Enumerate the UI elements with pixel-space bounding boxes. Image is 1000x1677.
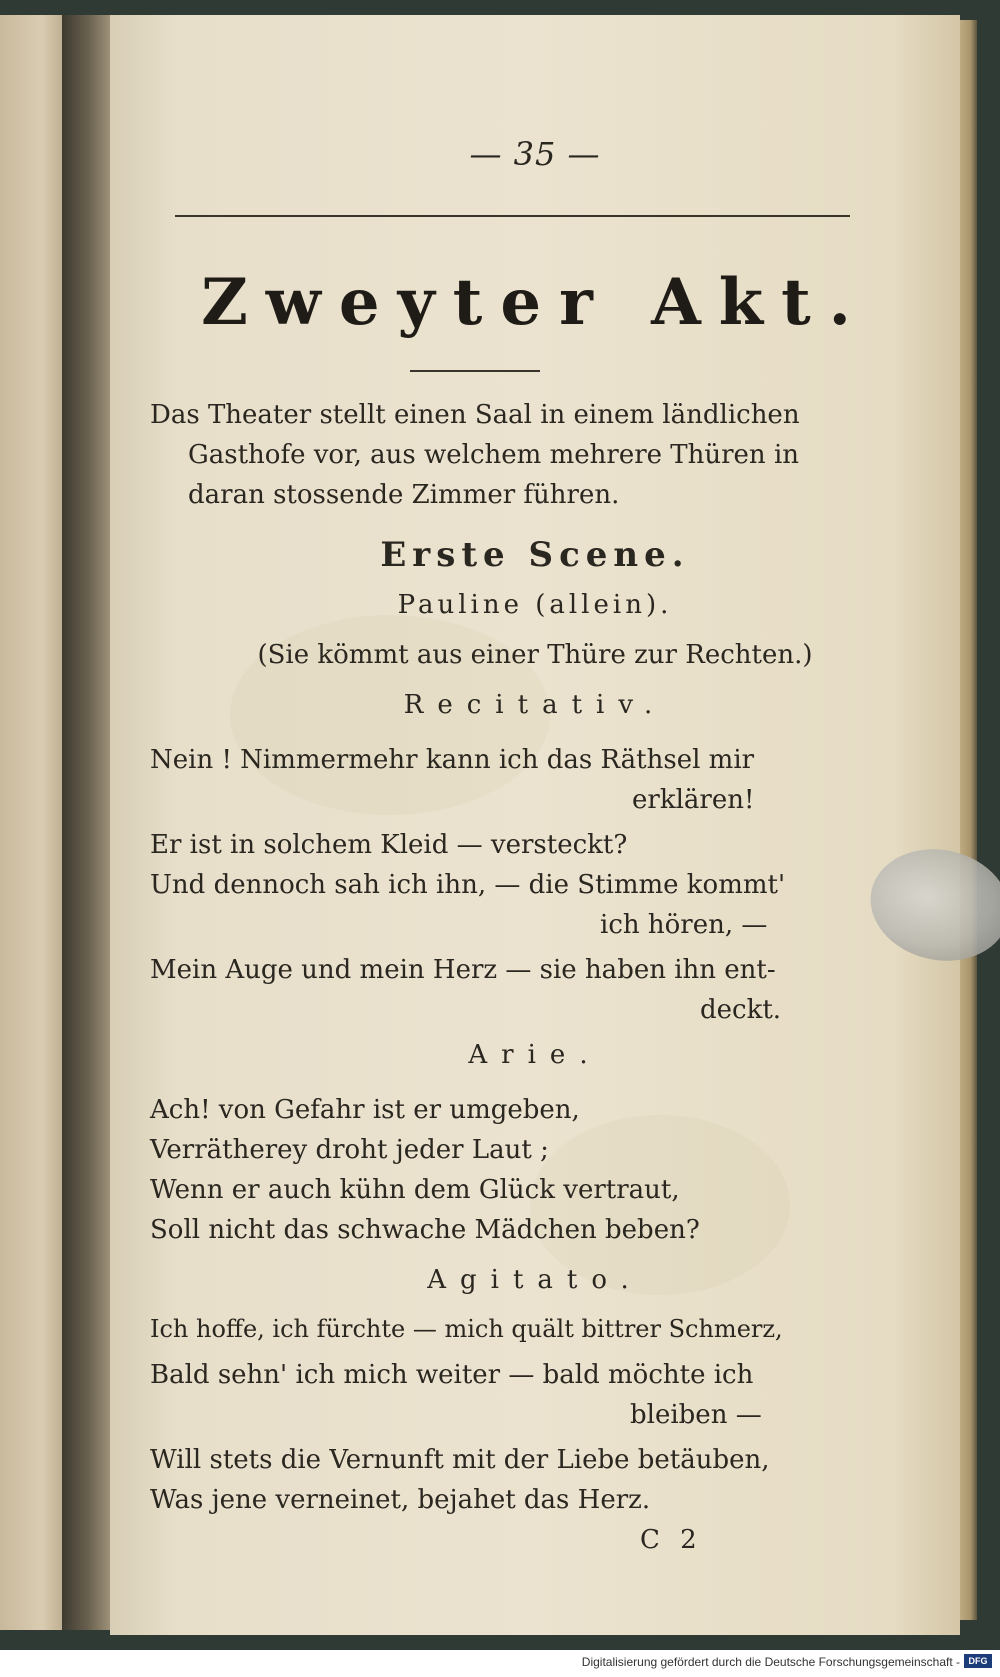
text-line: ich hören, — bbox=[600, 910, 768, 940]
page-number: — 35 — bbox=[469, 135, 601, 173]
section-heading-arie: Arie. bbox=[468, 1040, 602, 1070]
text-line: Ach! von Gefahr ist er umgeben, bbox=[150, 1095, 580, 1125]
text-line: erklären! bbox=[632, 785, 755, 815]
character-name: Pauline (allein). bbox=[397, 590, 673, 620]
text-line: Gasthofe vor, aus welchem mehrere Thüren in bbox=[188, 440, 799, 470]
text-line: Nein ! Nimmermehr kann ich das Räthsel mir bbox=[150, 745, 755, 775]
text-line: Verrätherey droht jeder Laut ; bbox=[150, 1135, 549, 1165]
text-line: Soll nicht das schwache Mädchen beben? bbox=[150, 1215, 700, 1245]
section-heading-agitato: Agitato. bbox=[427, 1265, 643, 1295]
entrance-direction: (Sie kömmt aus einer Thüre zur Rechten.) bbox=[257, 640, 813, 670]
text-line: Mein Auge und mein Herz — sie haben ihn ent- bbox=[150, 955, 776, 985]
header-rule bbox=[175, 215, 850, 217]
title-rule bbox=[410, 370, 540, 372]
section-heading-recitativ: Recitativ. bbox=[403, 690, 667, 720]
signature-mark: C 2 bbox=[640, 1525, 703, 1555]
scene-title: Erste Scene. bbox=[380, 535, 690, 575]
act-title: Zweyter Akt. bbox=[201, 265, 869, 340]
text-line: Ich hoffe, ich fürchte — mich quält bittrer Schmerz, bbox=[150, 1315, 783, 1343]
left-page-edge bbox=[0, 15, 70, 1630]
text-line: Und dennoch sah ich ihn, — die Stimme kommt' bbox=[150, 870, 786, 900]
dfg-logo-badge: DFG bbox=[964, 1654, 992, 1668]
text-line: Wenn er auch kühn dem Glück vertraut, bbox=[150, 1175, 680, 1205]
text-line: daran stossende Zimmer führen. bbox=[188, 480, 620, 510]
text-line: bleiben — bbox=[630, 1400, 762, 1430]
text-line: deckt. bbox=[700, 995, 782, 1025]
text-line: Was jene verneinet, bejahet das Herz. bbox=[150, 1485, 651, 1515]
text-line: Bald sehn' ich mich weiter — bald möchte ich bbox=[150, 1360, 754, 1390]
text-line: Will stets die Vernunft mit der Liebe betäuben, bbox=[150, 1445, 770, 1475]
book-page bbox=[110, 15, 960, 1635]
text-line: Das Theater stellt einen Saal in einem ländlichen bbox=[150, 400, 800, 430]
text-line: Er ist in solchem Kleid — versteckt? bbox=[150, 830, 628, 860]
digitization-credit: Digitalisierung gefördert durch die Deutsche Forschungsgemeinschaft - bbox=[581, 1655, 960, 1669]
